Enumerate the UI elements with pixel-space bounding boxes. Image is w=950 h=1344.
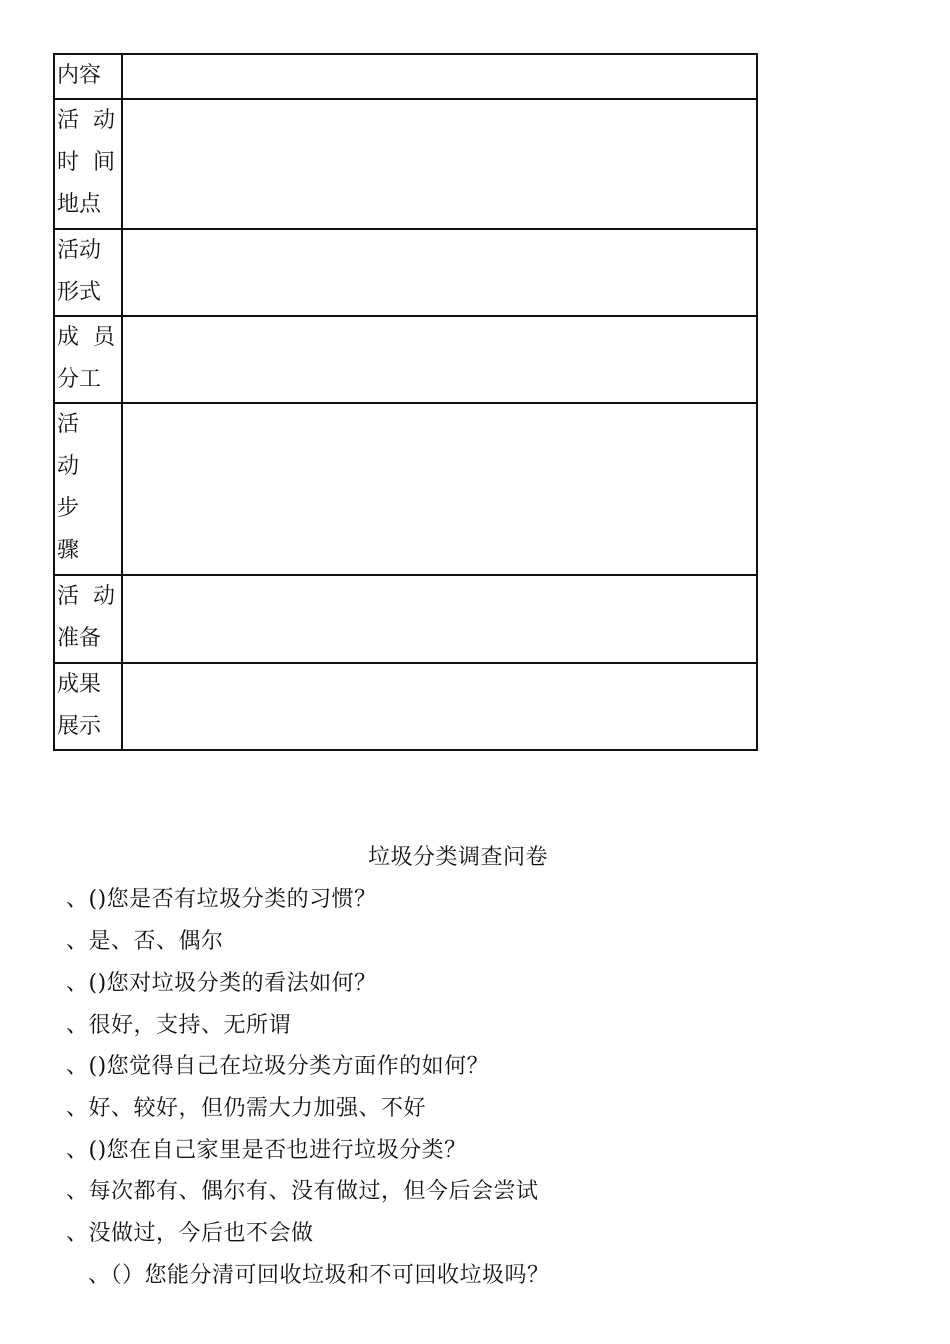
- roles-field: [122, 316, 757, 403]
- list-item: 、每次都有、偶尔有、没有做过，但今后会尝试: [66, 1179, 539, 1204]
- survey-title: 垃圾分类调查问卷: [368, 845, 549, 870]
- row-label-content: 内容: [54, 54, 122, 99]
- row-label-steps: 活 动 步 骤: [54, 403, 122, 575]
- table-row: [54, 54, 757, 99]
- list-item: 、没做过，今后也不会做: [66, 1221, 314, 1246]
- table-row: [54, 99, 757, 229]
- table-row: [54, 575, 757, 663]
- table-row: [54, 663, 757, 750]
- row-label-roles: 成 员 分工: [54, 316, 122, 403]
- list-item: 、()您觉得自己在垃圾分类方面作的如何？: [66, 1054, 490, 1079]
- list-item: 、()您是否有垃圾分类的习惯？: [66, 887, 377, 912]
- list-item: 、好、较好，但仍需大力加强、不好: [66, 1096, 427, 1121]
- list-item: 、很好，支持、无所谓: [66, 1013, 292, 1038]
- activity-plan-table: [53, 53, 758, 751]
- table-row: [54, 403, 757, 575]
- list-item: 、（）您能分清可回收垃圾和不可回收垃圾吗？: [88, 1263, 550, 1288]
- steps-field: [122, 403, 757, 575]
- row-label-format: 活动 形式: [54, 229, 122, 316]
- list-item: 、()您对垃圾分类的看法如何？: [66, 971, 377, 996]
- row-label-time-place: 活 动 时 间 地点: [54, 99, 122, 229]
- preparation-field: [122, 575, 757, 663]
- results-field: [122, 663, 757, 750]
- table-row: [54, 316, 757, 403]
- table-row: [54, 229, 757, 316]
- format-field: [122, 229, 757, 316]
- list-item: 、()您在自己家里是否也进行垃圾分类？: [66, 1138, 467, 1163]
- time-place-field: [122, 99, 757, 229]
- row-label-results: 成果 展示: [54, 663, 122, 750]
- row-label-preparation: 活 动 准备: [54, 575, 122, 663]
- list-item: 、是、否、偶尔: [66, 929, 224, 954]
- content-field: [122, 54, 757, 99]
